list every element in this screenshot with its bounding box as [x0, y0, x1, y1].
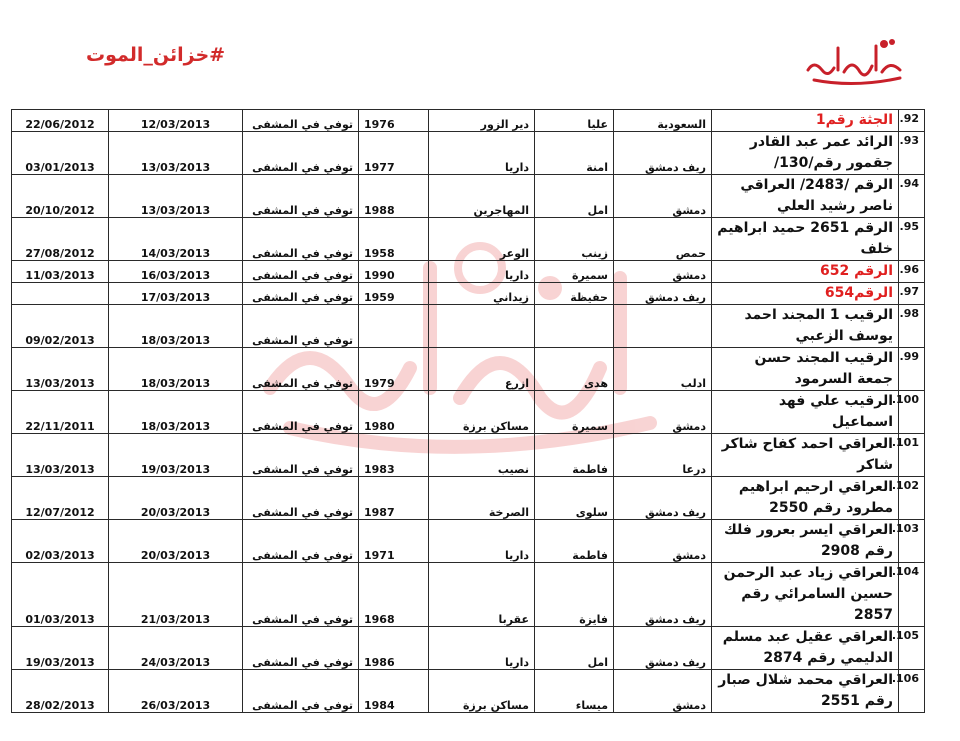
- cell-year: 1959: [359, 283, 429, 305]
- cell-entry: 01/03/2013: [12, 563, 109, 627]
- cell-gov: ريف دمشق: [614, 627, 712, 670]
- cell-gov: ريف دمشق: [614, 132, 712, 175]
- cell-year: 1983: [359, 434, 429, 477]
- cell-year: 1987: [359, 477, 429, 520]
- cell-mother: سلوى: [535, 477, 614, 520]
- cell-area: عقربا: [429, 563, 535, 627]
- cell-num: 97.: [899, 283, 925, 305]
- cell-name: العراقي ارحيم ابراهيم مطرود رقم 2550: [712, 477, 899, 520]
- cell-death: 20/03/2013: [109, 477, 243, 520]
- cell-entry: 28/02/2013: [12, 670, 109, 713]
- cell-entry: 02/03/2013: [12, 520, 109, 563]
- cell-year: 1977: [359, 132, 429, 175]
- cell-entry: 12/07/2012: [12, 477, 109, 520]
- cell-num: 102.: [899, 477, 925, 520]
- cell-num: 96.: [899, 261, 925, 283]
- cell-year: 1971: [359, 520, 429, 563]
- cell-entry: 20/10/2012: [12, 175, 109, 218]
- cell-cause: توفي في المشفى: [243, 348, 359, 391]
- cell-death: 19/03/2013: [109, 434, 243, 477]
- cell-cause: توفي في المشفى: [243, 670, 359, 713]
- cell-entry: 27/08/2012: [12, 218, 109, 261]
- cell-name: الرقم 2651 حميد ابراهيم خلف: [712, 218, 899, 261]
- table-row: [12, 110, 925, 132]
- cell-area: دير الزور: [429, 110, 535, 132]
- cell-area: نصيب: [429, 434, 535, 477]
- cell-gov: [614, 305, 712, 348]
- cell-gov: حمص: [614, 218, 712, 261]
- cell-year: 1980: [359, 391, 429, 434]
- cell-death: 18/03/2013: [109, 305, 243, 348]
- cell-num: 105.: [899, 627, 925, 670]
- table-row: [12, 627, 925, 670]
- table-row: [12, 261, 925, 283]
- table-row: [12, 391, 925, 434]
- zaman-alwasl-logo: [800, 30, 910, 90]
- cell-cause: توفي في المشفى: [243, 132, 359, 175]
- cell-death: 13/03/2013: [109, 132, 243, 175]
- cell-gov: ادلب: [614, 348, 712, 391]
- cell-cause: توفي في المشفى: [243, 563, 359, 627]
- cell-mother: زينب: [535, 218, 614, 261]
- cell-year: 1976: [359, 110, 429, 132]
- cell-name: الرقم654: [712, 283, 899, 305]
- hashtag-title: #خزائن_الموت: [86, 44, 226, 66]
- cell-death: 20/03/2013: [109, 520, 243, 563]
- cell-name: الرقيب المجند حسن جمعة السرمود: [712, 348, 899, 391]
- cell-mother: امنة: [535, 132, 614, 175]
- cell-year: 1988: [359, 175, 429, 218]
- cell-name: العراقي محمد شلال صبار رقم 2551: [712, 670, 899, 713]
- cell-mother: سميرة: [535, 391, 614, 434]
- cell-entry: 11/03/2013: [12, 261, 109, 283]
- cell-area: مساكن برزة: [429, 670, 535, 713]
- table-row: [12, 434, 925, 477]
- cell-num: 94.: [899, 175, 925, 218]
- cell-mother: هدى: [535, 348, 614, 391]
- cell-name: الرقيب 1 المجند احمد يوسف الزعبي: [712, 305, 899, 348]
- cell-cause: توفي في المشفى: [243, 520, 359, 563]
- cell-num: 101.: [899, 434, 925, 477]
- cell-mother: فاطمة: [535, 434, 614, 477]
- cell-gov: دمشق: [614, 175, 712, 218]
- cell-area: داريا: [429, 520, 535, 563]
- cell-num: 98.: [899, 305, 925, 348]
- cell-entry: 19/03/2013: [12, 627, 109, 670]
- cell-year: 1990: [359, 261, 429, 283]
- cell-entry: 22/11/2011: [12, 391, 109, 434]
- cell-cause: توفي في المشفى: [243, 175, 359, 218]
- cell-name: الرقيب علي فهد اسماعيل: [712, 391, 899, 434]
- cell-mother: عليا: [535, 110, 614, 132]
- cell-area: مساكن برزة: [429, 391, 535, 434]
- cell-mother: [535, 305, 614, 348]
- cell-mother: ميساء: [535, 670, 614, 713]
- cell-area: داريا: [429, 627, 535, 670]
- cell-mother: حفيظة: [535, 283, 614, 305]
- cell-area: داريا: [429, 132, 535, 175]
- cell-name: الرقم 652: [712, 261, 899, 283]
- cell-year: 1958: [359, 218, 429, 261]
- cell-gov: دمشق: [614, 520, 712, 563]
- cell-death: 21/03/2013: [109, 563, 243, 627]
- cell-name: العراقي عقيل عبد مسلم الدليمي رقم 2874: [712, 627, 899, 670]
- cell-gov: السعودية: [614, 110, 712, 132]
- cell-cause: توفي في المشفى: [243, 283, 359, 305]
- table-row: [12, 477, 925, 520]
- cell-mother: سميرة: [535, 261, 614, 283]
- cell-gov: ريف دمشق: [614, 477, 712, 520]
- cell-death: 13/03/2013: [109, 175, 243, 218]
- cell-entry: 09/02/2013: [12, 305, 109, 348]
- cell-death: 16/03/2013: [109, 261, 243, 283]
- table-row: [12, 305, 925, 348]
- cell-death: 26/03/2013: [109, 670, 243, 713]
- cell-name: العراقي زياد عبد الرحمن حسين السامرائي رقم 2857: [712, 563, 899, 627]
- cell-area: [429, 305, 535, 348]
- cell-mother: فاطمة: [535, 520, 614, 563]
- table-row: [12, 132, 925, 175]
- cell-mother: امل: [535, 627, 614, 670]
- table-row: [12, 670, 925, 713]
- table-row: [12, 348, 925, 391]
- cell-gov: ريف دمشق: [614, 283, 712, 305]
- cell-name: الرائد عمر عبد القادر جقمور رقم/130/: [712, 132, 899, 175]
- cell-entry: 03/01/2013: [12, 132, 109, 175]
- cell-gov: درعا: [614, 434, 712, 477]
- cell-mother: امل: [535, 175, 614, 218]
- cell-entry: [12, 283, 109, 305]
- cell-name: الجثة رقم1: [712, 110, 899, 132]
- cell-area: المهاجرين: [429, 175, 535, 218]
- table-row: [12, 175, 925, 218]
- cell-cause: توفي في المشفى: [243, 627, 359, 670]
- cell-cause: توفي في المشفى: [243, 110, 359, 132]
- cell-name: الرقم /2483/ العراقي ناصر رشيد العلي: [712, 175, 899, 218]
- cell-area: الوعر: [429, 218, 535, 261]
- cell-area: ازرع: [429, 348, 535, 391]
- cell-entry: 13/03/2013: [12, 434, 109, 477]
- cell-year: 1984: [359, 670, 429, 713]
- cell-area: الصرخة: [429, 477, 535, 520]
- cell-mother: فايزة: [535, 563, 614, 627]
- cell-cause: توفي في المشفى: [243, 391, 359, 434]
- cell-cause: توفي في المشفى: [243, 261, 359, 283]
- cell-entry: 13/03/2013: [12, 348, 109, 391]
- cell-death: 14/03/2013: [109, 218, 243, 261]
- table-row: [12, 563, 925, 627]
- cell-area: زيداني: [429, 283, 535, 305]
- death-records-table: [11, 109, 925, 713]
- cell-death: 18/03/2013: [109, 348, 243, 391]
- cell-cause: توفي في المشفى: [243, 434, 359, 477]
- cell-num: 95.: [899, 218, 925, 261]
- cell-num: 103.: [899, 520, 925, 563]
- table-row: [12, 218, 925, 261]
- cell-gov: ريف دمشق: [614, 563, 712, 627]
- cell-death: 24/03/2013: [109, 627, 243, 670]
- cell-name: العراقي احمد كفاح شاكر شاكر: [712, 434, 899, 477]
- cell-gov: دمشق: [614, 391, 712, 434]
- cell-cause: توفي في المشفى: [243, 477, 359, 520]
- cell-num: 106.: [899, 670, 925, 713]
- cell-death: 17/03/2013: [109, 283, 243, 305]
- cell-num: 93.: [899, 132, 925, 175]
- cell-gov: دمشق: [614, 670, 712, 713]
- cell-death: 18/03/2013: [109, 391, 243, 434]
- table-row: [12, 283, 925, 305]
- cell-num: 100.: [899, 391, 925, 434]
- cell-cause: توفي في المشفى: [243, 218, 359, 261]
- cell-area: داريا: [429, 261, 535, 283]
- cell-num: 99.: [899, 348, 925, 391]
- cell-year: 1979: [359, 348, 429, 391]
- cell-num: 104.: [899, 563, 925, 627]
- table-row: [12, 520, 925, 563]
- cell-year: 1968: [359, 563, 429, 627]
- cell-entry: 22/06/2012: [12, 110, 109, 132]
- cell-year: 1986: [359, 627, 429, 670]
- cell-num: 92.: [899, 110, 925, 132]
- cell-year: [359, 305, 429, 348]
- cell-gov: دمشق: [614, 261, 712, 283]
- cell-cause: توفي في المشفى: [243, 305, 359, 348]
- cell-death: 12/03/2013: [109, 110, 243, 132]
- cell-name: العراقي ايسر بعرور فلك رقم 2908: [712, 520, 899, 563]
